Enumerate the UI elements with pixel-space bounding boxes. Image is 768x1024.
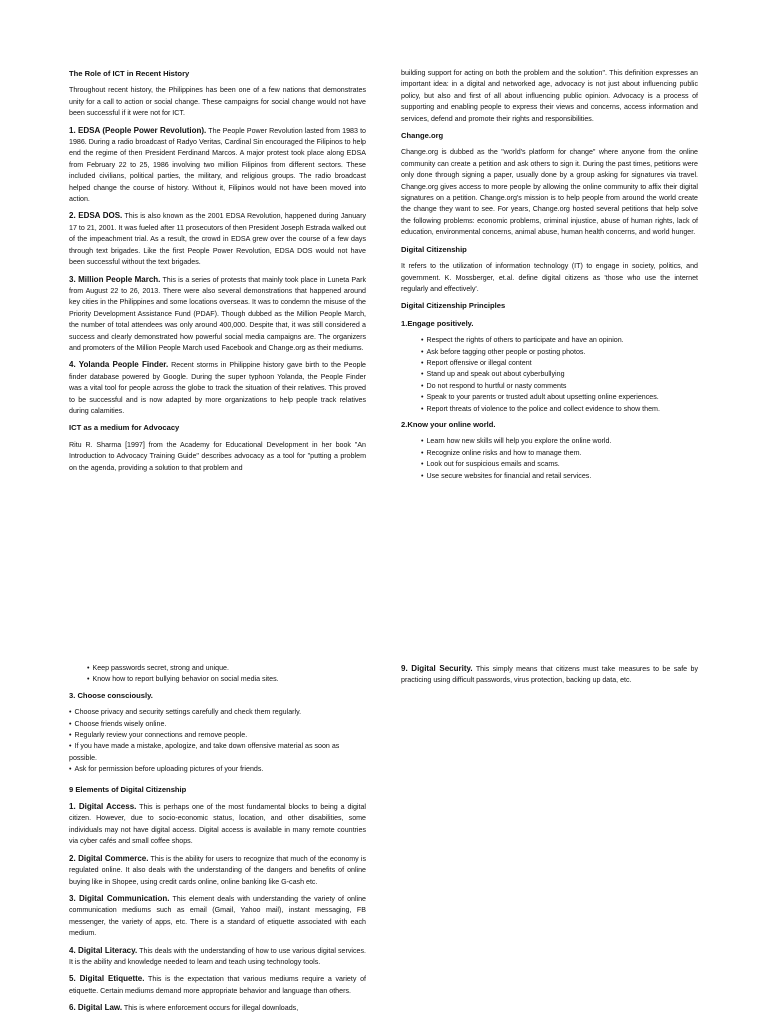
list-item: • Respect the rights of others to participate and have an opinion. xyxy=(421,335,698,346)
list-item: • Choose friends wisely online. xyxy=(69,719,366,730)
history-item: 2. EDSA DOS. This is also known as the 2001 EDSA Revolution, happened during January 17 to 21, 2001. It was fueled after 11 prosecutors of then President Joseph Estrada walked out of the impeachment trial. As a result, the crowd in EDSA grew over the course of a few days through text brigades. Like the first People Power Revolution, EDSA DOS would not have been successful without the text brigades. xyxy=(69,211,367,267)
page1-left-column xyxy=(69,68,366,479)
list-item: • Look out for suspicious emails and scams. xyxy=(421,459,698,470)
history-item: 3. Million People March. This is a series of protests that mainly took place in Luneta Park from August 22 to 26, 2013. There were also several demonstrations that happened around key cities in the Philippines and some locations overseas. It was to condemn the misuse of the Priority Development Assistance Fund (PDAF). Though dubbed as the Million People March, the number of total attendees was only around 400,000. Despite that, it was still considered a success and clearly demonstrated how powerful social media campaigns are. The organizers and promoters of the Million People March used Facebook and Change.org as their mediums. xyxy=(69,274,366,352)
list-item: • Know how to report bullying behavior on social media sites. xyxy=(87,674,366,685)
list-item: • Learn how new skills will help you explore the online world. xyxy=(421,436,698,447)
element-item: 2. Digital Commerce. This is the ability for users to recognize that much of the economy is regulated online. It also deals with the understanding of the dangers and benefits of online buying like in Shopee, using credit cards online, online banking like G-cash etc. xyxy=(69,853,366,886)
element-item: 5. Digital Etiquette. This is the expectation that various mediums require a variety of etiquette. Certain mediums demand more appropriate behavior and language than others. xyxy=(69,974,366,995)
list-item: • Regularly review your connections and remove people. xyxy=(69,730,366,741)
section-title-ict-history: The Role of ICT in Recent History xyxy=(69,69,190,78)
principle-list xyxy=(401,335,698,415)
principle-list xyxy=(401,436,698,482)
page1-right-column xyxy=(401,68,698,486)
list-item: • If you have made a mistake, apologize, and take down offensive material as soon as possible. xyxy=(69,741,366,764)
list-item: • Keep passwords secret, strong and unique. xyxy=(87,663,366,674)
list-item: • Ask before tagging other people or posting photos. xyxy=(421,347,698,358)
element-item: 6. Digital Law. This is where enforcement occurs for illegal downloads, xyxy=(69,1003,299,1013)
advocacy-continued-paragraph: building support for acting on both the problem and the solution". This definition expresses an important idea: in a digital and networked age, advocacy is not just about influencing public policy, but also and first of all about influencing public opinion. Advocacy is a process of supporting and enabling people to express their views and concerns, access information and services, defend and promote their rights and responsibilities. xyxy=(401,69,698,123)
list-item: • Choose privacy and security settings carefully and check them regularly. xyxy=(69,707,366,718)
principle-list xyxy=(69,707,366,775)
history-item: 4. Yolanda People Finder. Recent storms in Philippine history gave birth to the People finder database powered by Google. During the super typhoon Yolanda, the People Finder was a vital tool for people across the globe to track the situation of their relatives. This proved to be successful and is now adapted by more organizations to help people track relatives during calamities. xyxy=(69,360,366,415)
change-org-paragraph: Change.org is dubbed as the "world's platform for change" where anyone from the online community can create a petition and ask others to sign it. During the past times, petitions were only done through signing a paper, usually done by a group asking for signatures via travel. Change.org gives access to more people by allowing the online community to affix their digital signatures on a petition. Change.org's mission is to help people from around the world create the change they want to see. For years, Change.org hosted several petitions that help solve the following problems: economic problems, criminal injustice, abuse of human rights, lack of education, environmental concerns, animal abuse, human health concerns, and world hunger. xyxy=(401,148,698,237)
principle-list xyxy=(69,663,366,686)
principle-heading: 2.Know your online world. xyxy=(401,419,496,429)
list-item: • Recognize online risks and how to manage them. xyxy=(421,448,698,459)
element-item: 3. Digital Communication. This element deals with understanding the variety of online communication mediums such as email (Gmail, Yahoo mail), instant messaging, FB messenger, the variety of apps, etc. There is a standard of etiquette associated with each medium. xyxy=(69,893,366,938)
digital-citizenship-paragraph: It refers to the utilization of information technology (IT) to engage in society, politics, and government. K. Mossberger, et.al. define digital citizens as 'those who use the internet regularly and effectively'. xyxy=(401,262,698,293)
section-title-advocacy: ICT as a medium for Advocacy xyxy=(69,423,180,433)
element-item: 9. Digital Security. This simply means that citizens must take measures to be safe by practicing using difficult passwords, virus protection, backing up data, etc. xyxy=(401,664,698,685)
page2-left-column xyxy=(69,663,366,1020)
element-item: 1. Digital Access. This is perhaps one of the most fundamental blocks to being a digital citizen. However, due to socio-economic status, location, and other disabilities, some individuals may not have digital access. Digital access is available in many remote countries via cyber cafés and small coffee shops. xyxy=(69,802,366,846)
history-item: 1. EDSA (People Power Revolution). The People Power Revolution lasted from 1983 to 1986. During a radio broadcast of Radyo Veritas, Cardinal Sin encouraged the Filipinos to help end the regime of then President Ferdinand Marcos. A major protest took place along EDSA from February 22 to 25, 1986 involving two million Filipinos from different sectors. These included civilians, political parties, the military, and religious groups. The radio broadcast helped change the course of history. Without it, Filipinos would not have been moved into action. xyxy=(69,125,366,204)
list-item: • Report threats of violence to the police and collect evidence to show them. xyxy=(421,404,698,415)
advocacy-paragraph: Ritu R. Sharma [1997] from the Academy for Educational Development in her book "An Introduction to Advocacy Training Guide" describes advocacy as a tool for "putting a problem on the agenda, providing a solution to that problem and xyxy=(69,440,366,472)
page2-right-column xyxy=(401,663,698,692)
list-item: • Do not respond to hurtful or nasty comments xyxy=(421,381,698,392)
section-title-nine-elements: 9 Elements of Digital Citizenship xyxy=(69,784,187,794)
list-item: • Ask for permission before uploading pictures of your friends. xyxy=(69,764,366,775)
principle-heading: 3. Choose consciously. xyxy=(69,690,153,700)
section-title-change-org: Change.org xyxy=(401,131,444,141)
element-item: 4. Digital Literacy. This deals with the understanding of how to use various digital services. It is the ability and knowledge needed to learn and teach using technology tools. xyxy=(69,945,367,966)
list-item: • Stand up and speak out about cyberbullying xyxy=(421,369,698,380)
list-item: • Use secure websites for financial and retail services. xyxy=(421,471,698,482)
principle-heading: 1.Engage positively. xyxy=(401,318,474,328)
intro-paragraph: Throughout recent history, the Philippines has been one of a few nations that demonstrates unity for a call to action or social change. These campaigns for social change would not have been successful if it were not for ICT. xyxy=(69,86,366,118)
section-title-digital-citizenship: Digital Citizenship xyxy=(401,244,467,254)
section-title-principles: Digital Citizenship Principles xyxy=(401,301,506,311)
list-item: • Speak to your parents or trusted adult about upsetting online experiences. xyxy=(421,392,698,403)
list-item: • Report offensive or illegal content xyxy=(421,358,698,369)
